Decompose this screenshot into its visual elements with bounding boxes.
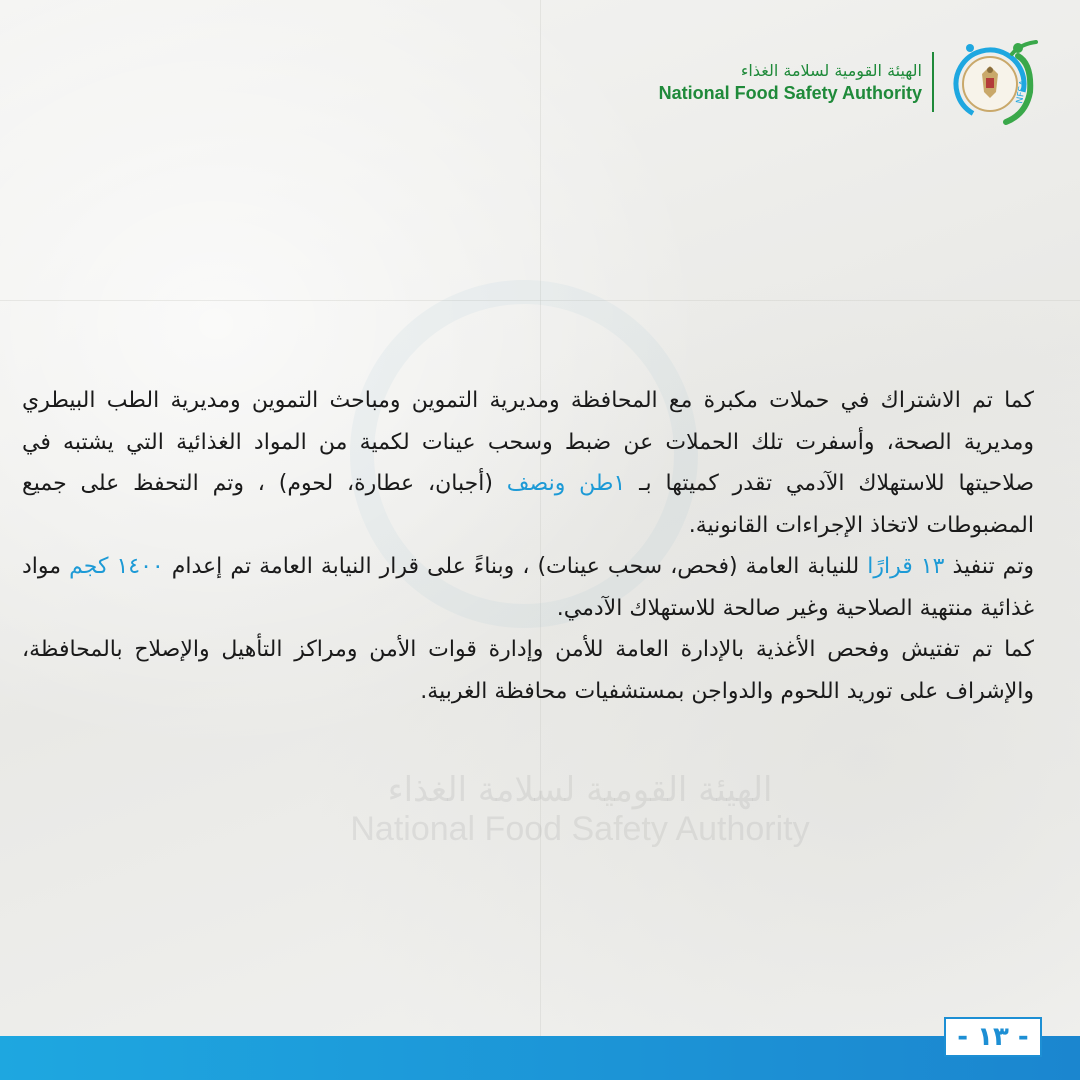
nfsa-logo (659, 34, 1050, 130)
logo-divider (932, 52, 934, 112)
footer-bar (0, 1036, 1080, 1080)
highlight-quantity: ١طن ونصف (506, 471, 626, 496)
org-name-english: National Food Safety Authority (658, 83, 922, 103)
page-number: - ١٣ - (944, 1017, 1042, 1057)
highlight-decisions-count: ١٣ قرارًا (867, 554, 945, 579)
logo-text (659, 60, 922, 104)
paragraph-inspections: كما تم تفتيش وفحص الأغذية بالإدارة العامة للأمن وإدارة قوات الأمن ومراكز التأهيل والإصلاح بالمحافظة، والإشراف على توريد اللحوم والدواجن بمستشفيات محافظة الغربية. (22, 637, 1034, 704)
paragraph-campaigns: كما تم الاشتراك في حملات مكبرة مع المحافظة ومديرية التموين ومباحث التموين ومديرية الطب البيطري ومديرية الصحة، وأسفرت تلك الحملات عن ضبط وسحب عينات لكمية من المواد الغذائية التي يشتبه في صلاحيتها للاستهلاك الآدمي تقدر كميتها بـ ١طن ونصف (أجبان، عطارة، لحوم) ، وتم التحفظ على جميع المضبوطات لاتخاذ الإجراءات القانونية. (22, 388, 1034, 538)
watermark-arabic: الهيئة القومية لسلامة الغذاء (387, 770, 773, 810)
watermark-english: National Food Safety Authority (350, 810, 810, 848)
highlight-destroyed-amount: ١٤٠٠ كجم (69, 554, 164, 579)
svg-text:NFSA: NFSA (1015, 79, 1030, 105)
watermark (330, 770, 830, 849)
org-name-arabic: الهيئة القومية لسلامة الغذاء (740, 61, 922, 80)
nfsa-emblem-icon (946, 34, 1050, 130)
report-body (22, 380, 1034, 712)
paragraph-decisions: وتم تنفيذ ١٣ قرارًا للنيابة العامة (فحص، سحب عينات) ، وبناءً على قرار النيابة العامة تم إعدام ١٤٠٠ كجم مواد غذائية منتهية الصلاحية وغير صالحة للاستهلاك الآدمي. (22, 554, 1034, 621)
